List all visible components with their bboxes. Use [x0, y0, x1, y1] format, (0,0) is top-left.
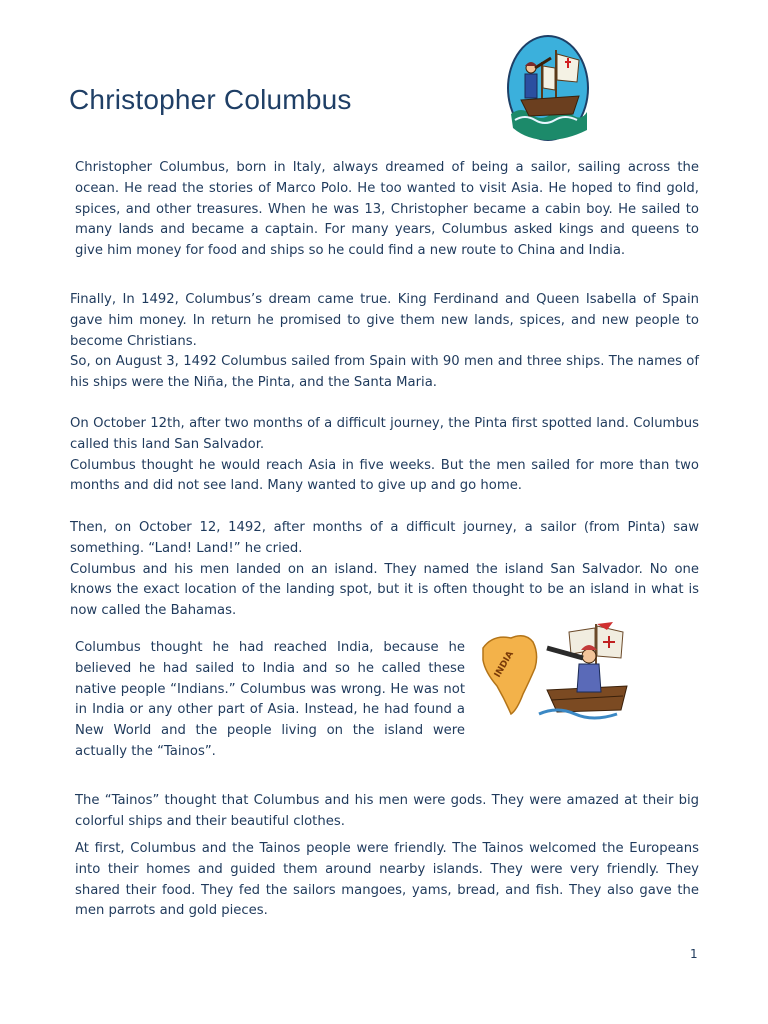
paragraph-10: At first, Columbus and the Tainos people were friendly. The Tainos welcomed the Europeans into their homes and guided them around nearby islands. They were very friendly. They shared their food. They fed the sailors mangoes, yams, bread, and fish. They also gave the men parrots and gold pieces. — [75, 841, 699, 919]
paragraph-2-group — [70, 290, 699, 394]
paragraph-4: On October 12th, after two months of a difficult journey, the Pinta first spotted land. Columbus called this land San Salvador. — [70, 416, 699, 452]
columbus-ship-illustration — [507, 34, 589, 142]
page-title: Christopher Columbus — [69, 84, 352, 115]
paragraph-5: Columbus thought he would reach Asia in five weeks. But the men sailed for more than two months and did not see land. Many wanted to give up and go home. — [70, 457, 699, 494]
page-number: 1 — [690, 947, 698, 961]
paragraph-1: Christopher Columbus, born in Italy, always dreamed of being a sailor, sailing across the ocean. He read the stories of Marco Polo. He too wanted to visit Asia. He hoped to find gold, spices, and other treasures. When he was 13, Christopher became a cabin boy. He sailed to many lands and became a captain. For many years, Columbus asked kings and queens to give him money for food and ships so he could find a new route to China and India. — [75, 160, 699, 259]
columbus-india-map-illustration — [477, 620, 629, 720]
paragraph-6-group — [70, 518, 699, 622]
paragraph-2: Finally, In 1492, Columbus’s dream came true. King Ferdinand and Queen Isabella of Spain gave him money. In return he promised to give them new lands, spices, and new people to become Christians. — [70, 292, 699, 349]
paragraph-9: The “Tainos” thought that Columbus and his men were gods. They were amazed at their big colorful ships and their beautiful clothes. — [75, 793, 699, 829]
paragraph-6: Then, on October 12, 1492, after months of a difficult journey, a sailor (from Pinta) saw something. “Land! Land!” he cried. — [70, 520, 699, 556]
paragraph-3: So, on August 3, 1492 Columbus sailed from Spain with 90 men and three ships. The names of his ships were the Niña, the Pinta, and the Santa Maria. — [70, 354, 699, 391]
paragraph-8: Columbus thought he had reached India, because he believed he had sailed to India and so he called these native people “Indians.” Columbus was wrong. He was not in India or any other part of Asia. Instead, he had found a New World and the people living on the island were actually the “Tainos”. — [75, 640, 465, 759]
india-map-label: INDIA — [492, 649, 516, 680]
paragraph-4-group — [70, 414, 699, 497]
paragraph-7: Columbus and his men landed on an island. They named the island San Salvador. No one knows the exact location of the landing spot, but it is often thought to be an island in what is now called the Bahamas. — [70, 561, 699, 619]
